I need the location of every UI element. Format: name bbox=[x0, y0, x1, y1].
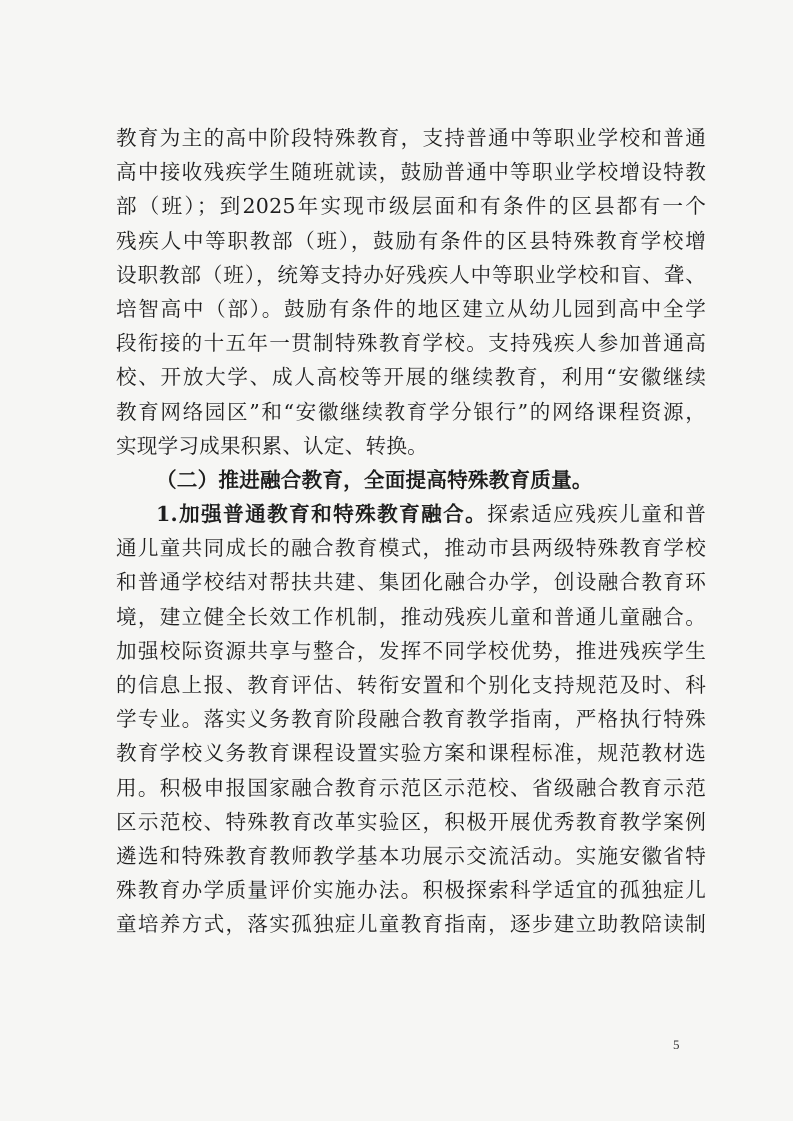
text-line: 培智高中（部）。鼓励有条件的地区建立从幼儿园到高中全学 bbox=[116, 296, 706, 321]
subsection-title: 1.加强普通教育和特殊教育融合。 bbox=[156, 502, 488, 527]
body-text bbox=[116, 121, 706, 942]
text-line: 区示范校、特殊教育改革实验区，积极开展优秀教育教学案例 bbox=[116, 809, 706, 834]
text-line: 残疾人中等职教部（班），鼓励有条件的区县特殊教育学校增 bbox=[116, 228, 706, 253]
text-line: 遴选和特殊教育教师教学基本功展示交流活动。实施安徽省特 bbox=[116, 843, 706, 868]
text-line: 和普通学校结对帮扶共建、集团化融合办学，创设融合教育环 bbox=[116, 570, 706, 595]
text-line: 童培养方式，落实孤独症儿童教育指南，逐步建立助教陪读制 bbox=[116, 912, 706, 937]
text-line: 部（班）；到2025年实现市级层面和有条件的区县都有一个 bbox=[116, 194, 706, 219]
text-line: 实现学习成果积累、认定、转换。 bbox=[116, 433, 428, 458]
text-line: 学专业。落实义务教育阶段融合教育教学指南，严格执行特殊 bbox=[116, 707, 706, 732]
page-number: 5 bbox=[673, 1037, 680, 1052]
section-heading: （二）推进融合教育，全面提高特殊教育质量。 bbox=[156, 467, 593, 492]
text-line: 用。积极申报国家融合教育示范区示范校、省级融合教育示范 bbox=[116, 775, 706, 800]
text-line: 教育学校义务教育课程设置实验方案和课程标准，规范教材选 bbox=[116, 741, 706, 766]
text-line: 的信息上报、教育评估、转衔安置和个别化支持规范及时、科 bbox=[116, 673, 706, 697]
subsection-first-line bbox=[116, 497, 706, 531]
text-line: 加强校际资源共享与整合，发挥不同学校优势，推进残疾学生 bbox=[116, 638, 706, 663]
text-line: 殊教育办学质量评价实施办法。积极探索科学适宜的孤独症儿 bbox=[116, 878, 706, 903]
text-line: 设职教部（班），统筹支持办好残疾人中等职业学校和盲、聋、 bbox=[116, 262, 706, 287]
text-line: 段衔接的十五年一贯制特殊教育学校。支持残疾人参加普通高 bbox=[116, 331, 706, 356]
text-line: 通儿童共同成长的融合教育模式，推动市县两级特殊教育学校 bbox=[116, 536, 706, 561]
text-line: 境，建立健全长效工作机制，推动残疾儿童和普通儿童融合。 bbox=[116, 604, 706, 629]
text-line: 校、开放大学、成人高校等开展的继续教育，利用“安徽继续 bbox=[116, 365, 706, 390]
subsection-text: 探索适应残疾儿童和普 bbox=[487, 502, 706, 527]
text-line: 教育为主的高中阶段特殊教育，支持普通中等职业学校和普通 bbox=[116, 126, 706, 150]
text-line: 教育网络园区”和“安徽继续教育学分银行”的网络课程资源， bbox=[116, 399, 706, 424]
text-line: 高中接收残疾学生随班就读，鼓励普通中等职业学校增设特教 bbox=[116, 160, 706, 185]
